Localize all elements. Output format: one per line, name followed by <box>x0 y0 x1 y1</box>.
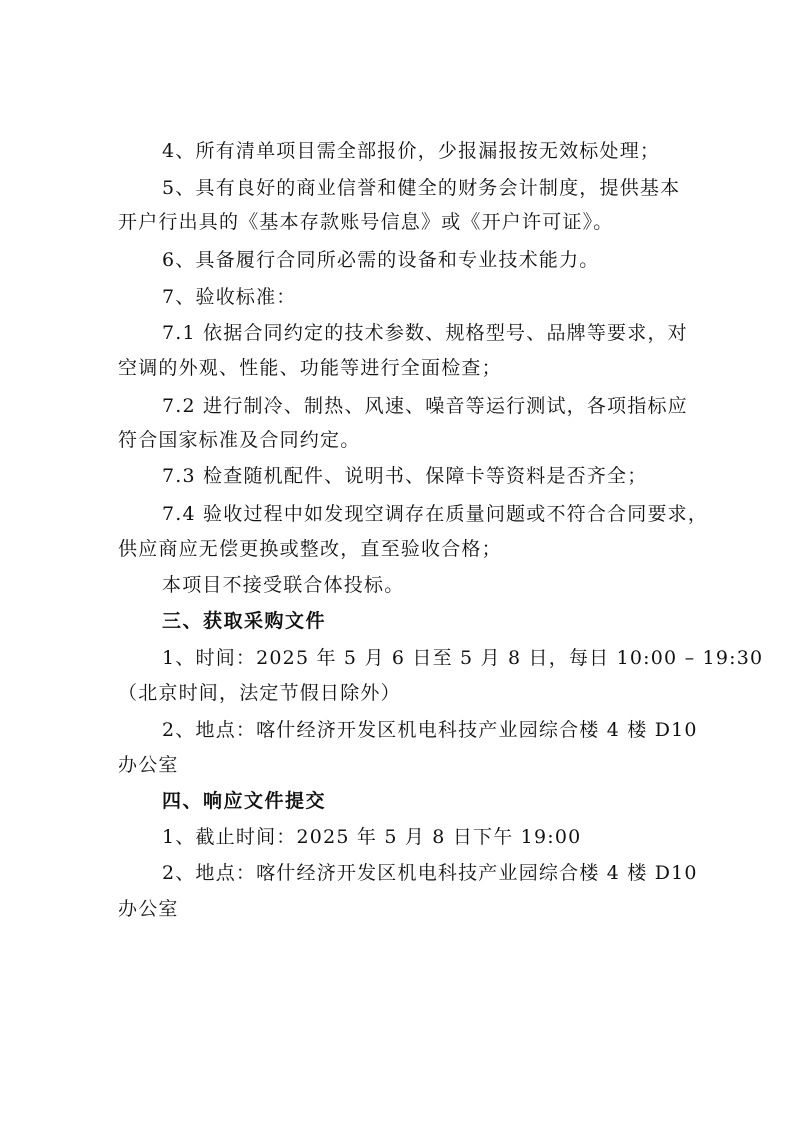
section-3-time-continued-text: （北京时间，法定节假日除外） <box>118 682 401 704</box>
section-4-deadline-text: 1、截止时间：2025 年 5 月 8 日下午 19:00 <box>162 826 582 848</box>
clause-7-4-continued-text: 供应商应无偿更换或整改，直至验收合格； <box>118 538 502 560</box>
clause-7-2-text: 7.2 进行制冷、制热、风速、噪音等运行测试，各项指标应 <box>162 395 688 417</box>
section-4-heading: 四、响应文件提交 <box>162 790 327 812</box>
section-3-time-text: 1、时间：2025 年 5 月 6 日至 5 月 8 日，每日 10:00 – 19:30 <box>162 647 764 669</box>
clause-6-text: 6、具备履行合同所必需的设备和专业技术能力。 <box>162 249 600 271</box>
clause-7-3-text: 7.3 检查随机配件、说明书、保障卡等资料是否齐全； <box>162 465 648 487</box>
clause-4-text: 4、所有清单项目需全部报价，少报漏报按无效标处理； <box>162 140 661 162</box>
section-4-location-continued-text: 办公室 <box>118 898 179 920</box>
section-4-location-text: 2、地点：喀什经济开发区机电科技产业园综合楼 4 楼 D10 <box>162 862 698 884</box>
clause-7-4-text: 7.4 验收过程中如发现空调存在质量问题或不符合合同要求， <box>162 503 709 525</box>
clause-7-heading: 7、验收标准： <box>162 286 297 308</box>
clause-5-continued-text: 开户行出具的《基本存款账号信息》或《开户许可证》。 <box>118 211 614 233</box>
section-3-location-text: 2、地点：喀什经济开发区机电科技产业园综合楼 4 楼 D10 <box>162 719 698 741</box>
clause-5-text: 5、具有良好的商业信誉和健全的财务会计制度，提供基本 <box>162 177 681 199</box>
section-3-heading: 三、获取采购文件 <box>162 610 327 632</box>
clause-7-2-continued-text: 符合国家标准及合同约定。 <box>118 429 361 451</box>
consortium-note-text: 本项目不接受联合体投标。 <box>162 574 405 596</box>
clause-7-1-text: 7.1 依据合同约定的技术参数、规格型号、品牌等要求，对 <box>162 322 688 344</box>
clause-7-1-continued-text: 空调的外观、性能、功能等进行全面检查； <box>118 357 502 379</box>
section-3-location-continued-text: 办公室 <box>118 754 179 776</box>
